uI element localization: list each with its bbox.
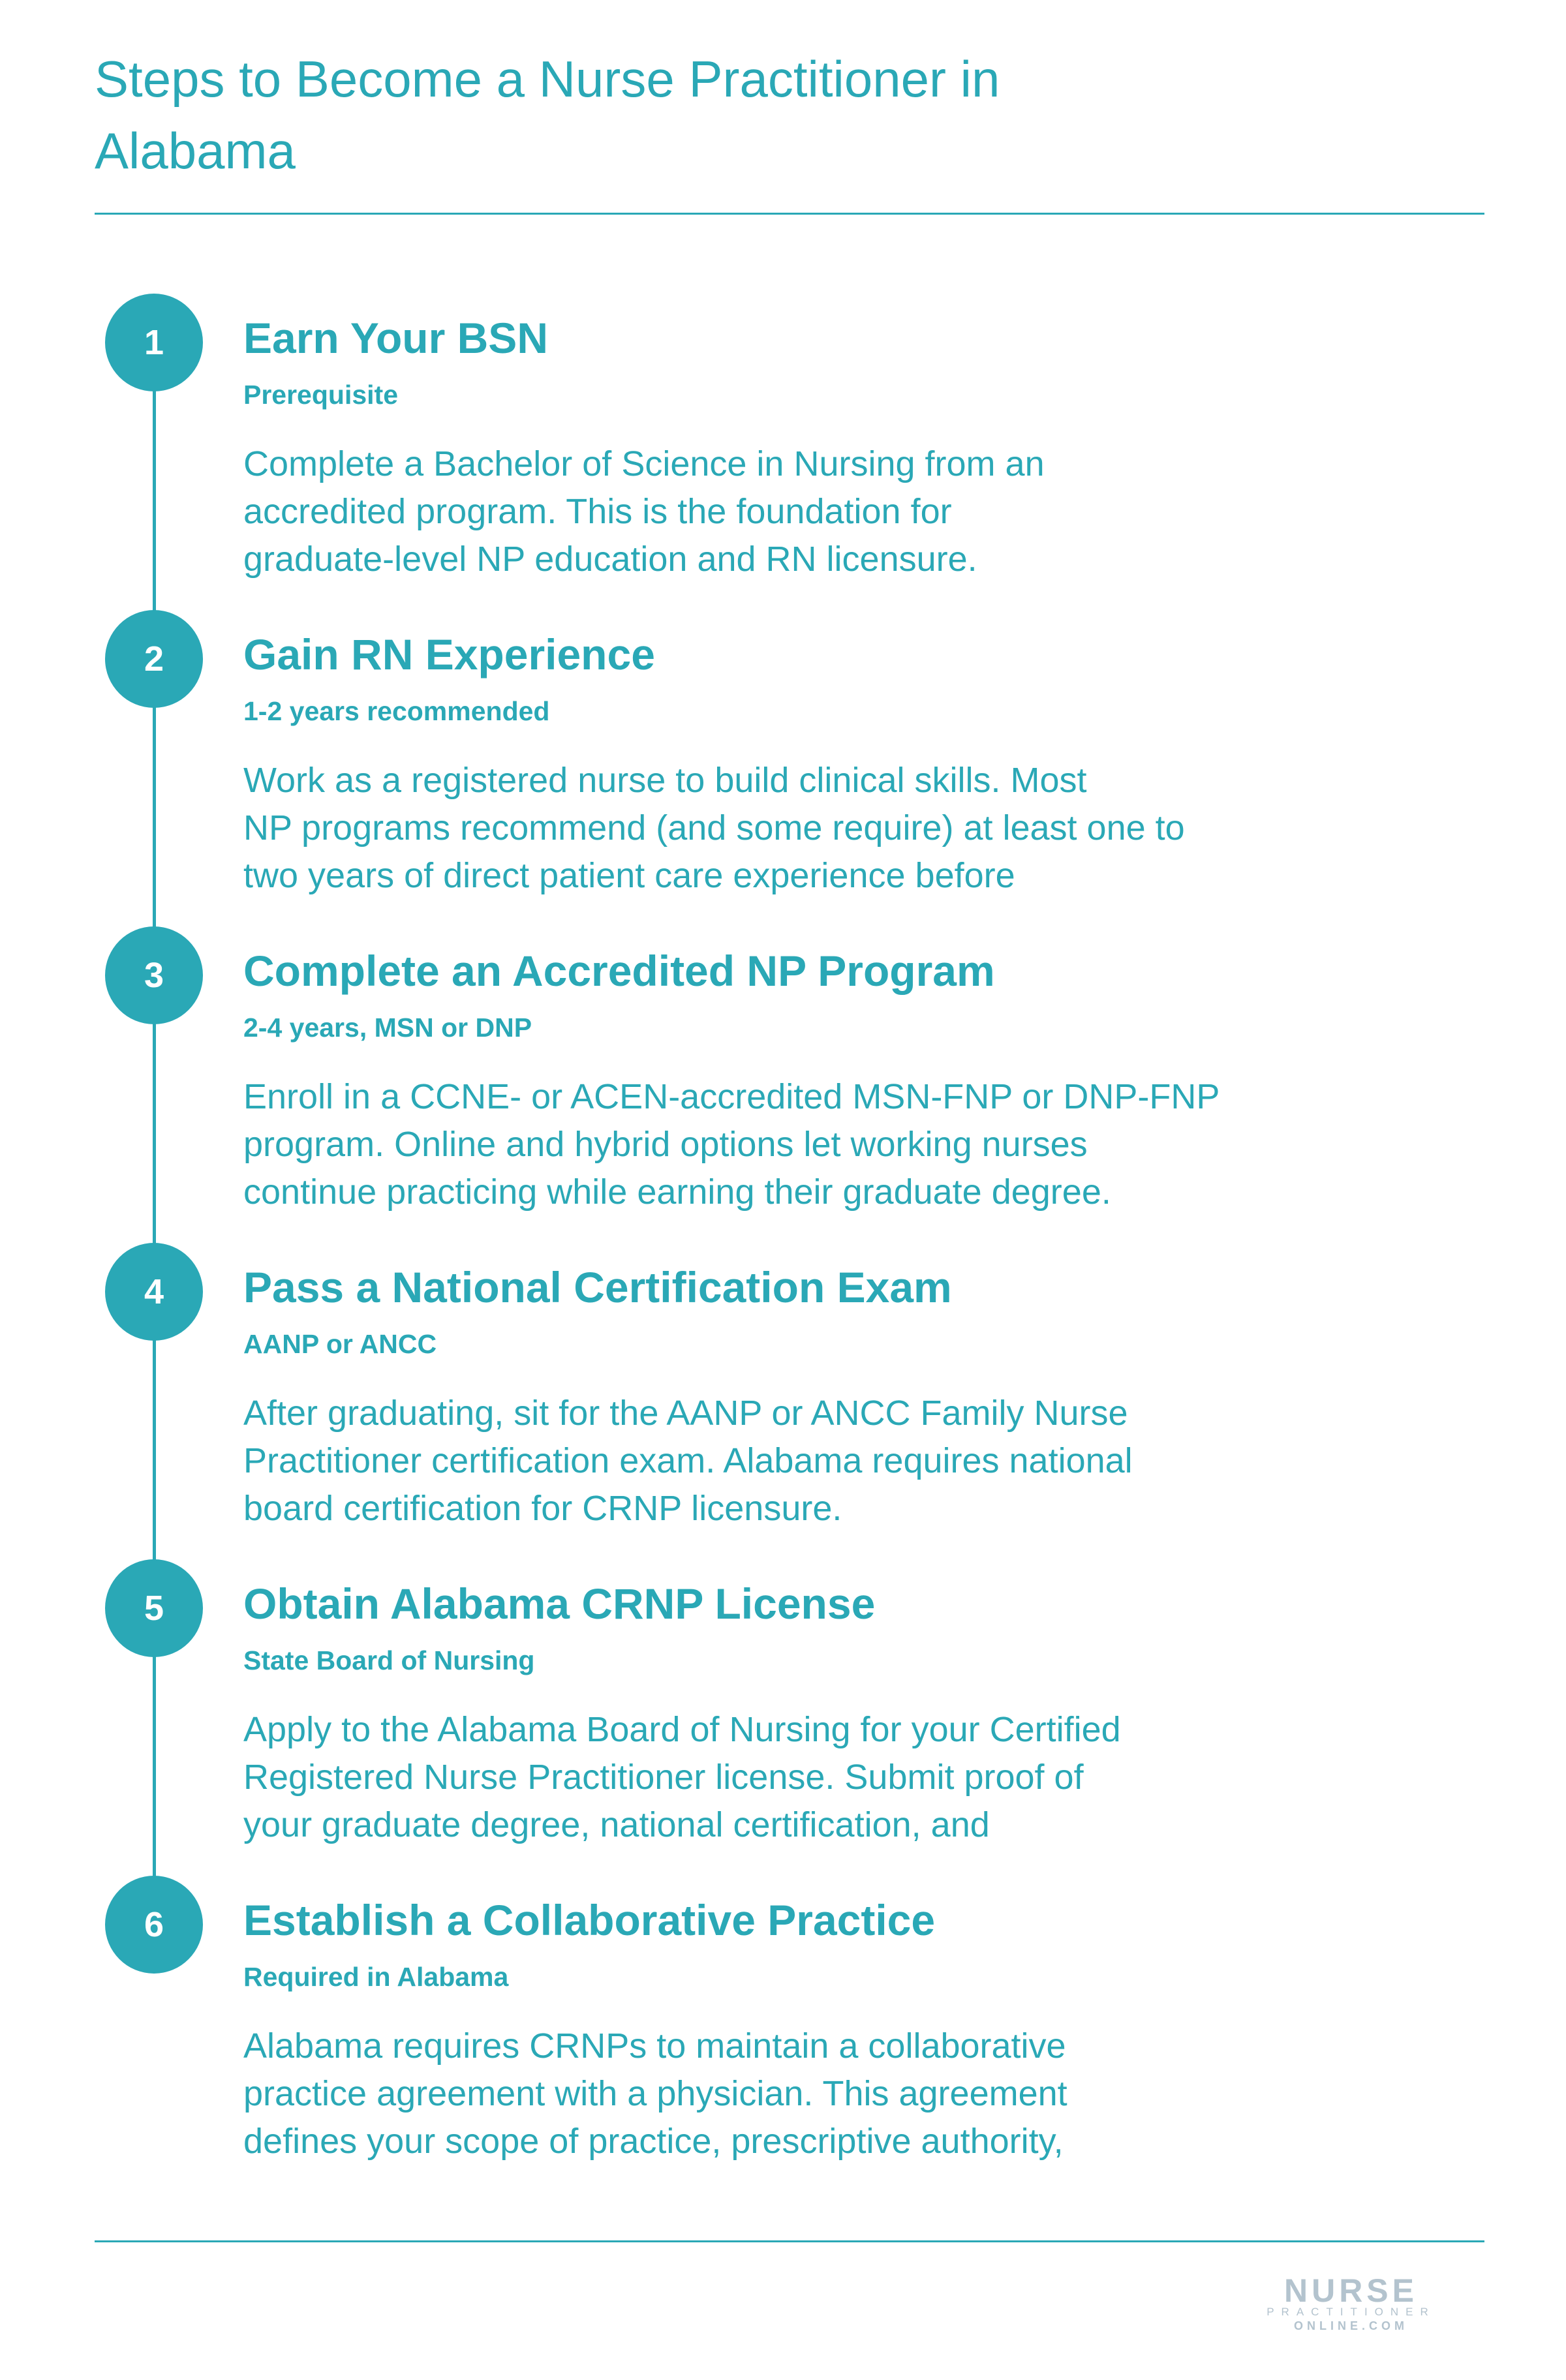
step-description-line: Enroll in a CCNE- or ACEN-accredited MSN-FNP or DNP-FNP [243, 1077, 1220, 1116]
page-title-line-1: Steps to Become a Nurse Practitioner in [95, 50, 1000, 108]
page-title-line-2: Alabama [95, 122, 296, 179]
page-title [95, 43, 1204, 187]
step-description-line: After graduating, sit for the AANP or ANCC Family Nurse [243, 1394, 1128, 1433]
step-description [243, 2022, 1313, 2165]
step-4 [0, 1243, 1566, 1559]
step-title: Complete an Accredited NP Program [243, 947, 995, 995]
step-description-line: Work as a registered nurse to build clinical skills. Most [243, 761, 1087, 800]
step-description-line: Apply to the Alabama Board of Nursing for your Certified [243, 1710, 1121, 1749]
step-6 [0, 1876, 1566, 2192]
step-subtitle: 1-2 years recommended [243, 696, 550, 726]
step-subtitle: State Board of Nursing [243, 1645, 535, 1675]
step-description-line: Complete a Bachelor of Science in Nursing from an [243, 444, 1045, 483]
step-2 [0, 610, 1566, 926]
step-subtitle: AANP or ANCC [243, 1329, 437, 1359]
step-number-badge: 3 [105, 926, 203, 1024]
header-divider [95, 213, 1484, 215]
step-5 [0, 1559, 1566, 1876]
step-subtitle: Required in Alabama [243, 1962, 509, 1992]
step-title: Pass a National Certification Exam [243, 1263, 952, 1311]
step-description-line: defines your scope of practice, prescriptive authority, [243, 2122, 1064, 2161]
step-description-line: program. Online and hybrid options let working nurses [243, 1125, 1088, 1164]
step-description-line: two years of direct patient care experience before [243, 856, 1015, 895]
step-description [243, 1706, 1313, 1849]
logo-wordmark-bottom: ONLINE.COM [1294, 2319, 1408, 2332]
step-1 [0, 294, 1566, 610]
step-description-line: Alabama requires CRNPs to maintain a collaborative [243, 2026, 1066, 2066]
step-title: Earn Your BSN [243, 314, 548, 362]
footer-divider [95, 2240, 1484, 2242]
step-description-line: Practitioner certification exam. Alabama requires national [243, 1441, 1133, 1480]
step-description [243, 440, 1313, 583]
step-title: Establish a Collaborative Practice [243, 1896, 936, 1944]
step-title: Obtain Alabama CRNP License [243, 1579, 876, 1628]
step-description-line: board certification for CRNP licensure. [243, 1489, 842, 1528]
step-number-badge: 2 [105, 610, 203, 708]
step-subtitle: 2-4 years, MSN or DNP [243, 1013, 532, 1043]
step-description [243, 757, 1313, 900]
step-description-line: accredited program. This is the foundation for [243, 492, 952, 531]
step-description-line: NP programs recommend (and some require) at least one to [243, 808, 1185, 847]
step-description-line: your graduate degree, national certification, and [243, 1805, 990, 1844]
step-subtitle: Prerequisite [243, 380, 398, 410]
step-number-badge: 6 [105, 1876, 203, 1974]
step-title: Gain RN Experience [243, 630, 655, 679]
step-description [243, 1073, 1313, 1216]
step-description-line: graduate-level NP education and RN licensure. [243, 540, 977, 579]
logo-wordmark-main: NURSE [1283, 2272, 1419, 2309]
logo-wordmark-middle: PRACTITIONER [1267, 2306, 1436, 2318]
step-number-badge: 1 [105, 294, 203, 391]
step-description [243, 1390, 1313, 1533]
step-number-badge: 4 [105, 1243, 203, 1341]
step-3 [0, 926, 1566, 1243]
step-description-line: practice agreement with a physician. This agreement [243, 2074, 1067, 2113]
step-description-line: continue practicing while earning their graduate degree. [243, 1172, 1111, 1212]
step-description-line: Registered Nurse Practitioner license. Submit proof of [243, 1758, 1084, 1797]
brand-logo [1251, 2272, 1451, 2341]
step-number-badge: 5 [105, 1559, 203, 1657]
